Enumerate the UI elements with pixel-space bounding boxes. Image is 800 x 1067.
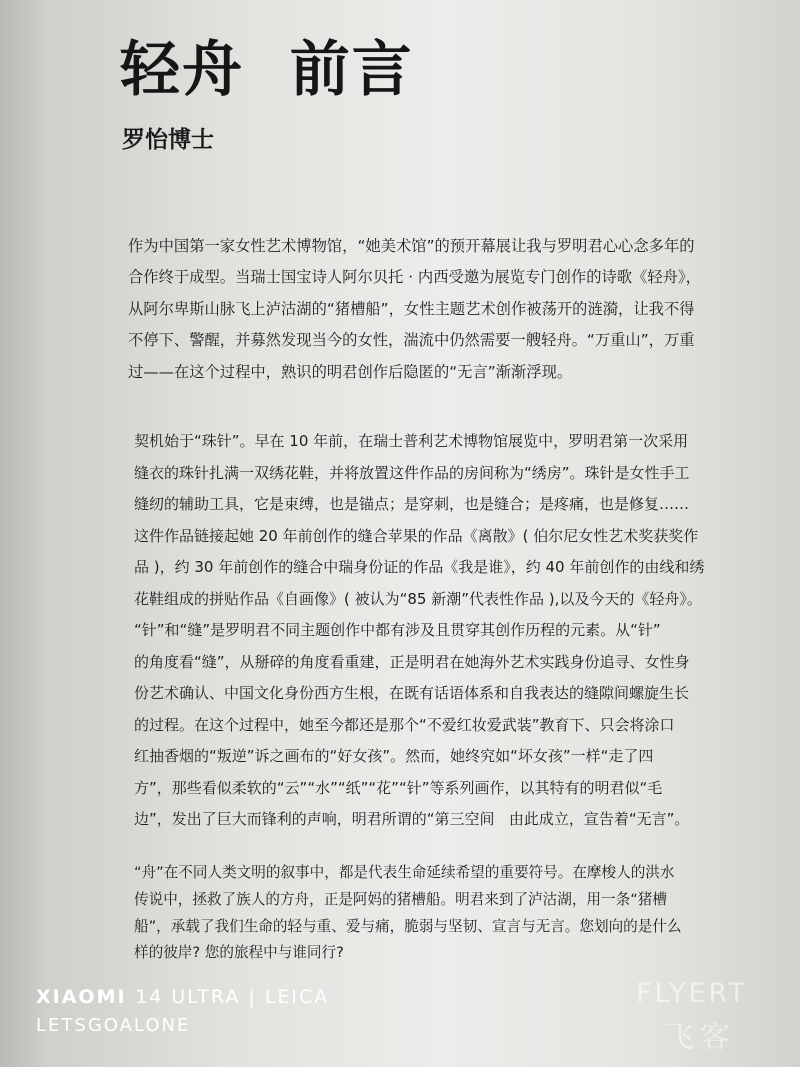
text-line: 缝纫的辅助工具，它是束缚，也是锚点；是穿刺，也是缝合；是疼痛，也是修复…… [134,495,690,513]
text-line: 方”，那些看似柔软的“云”“水”“纸”“花”“针”等系列画作，以其特有的明君似“毛 [134,778,663,797]
camera-watermark [36,986,329,1008]
text-line: 样的彼岸? 您的旅程中与谁同行? [134,944,344,962]
text-line: 份艺术确认、中国文化身份西方生根，在既有话语体系和自我表达的缝隙间螺旋生长 [134,684,690,702]
text-line: 边”，发出了巨大而锋利的声响，明君所谓的“第三空间 由此成立，宣告着“无言”。 [134,810,690,828]
text-line: 品 )，约 30 年前创作的缝合中瑞身份证的作品《我是谁》，约 40 年前创作的由线和绣 [134,558,705,576]
text-line: 这件作品链接起她 20 年前创作的缝合苹果的作品《离散》( 伯尔尼女性艺术奖获奖作 [134,526,699,545]
text-line: 从阿尔卑斯山脉飞上泸沽湖的“猪槽船”，女性主题艺术创作被荡开的涟漪，让我不得 [128,299,695,318]
text-line: 花鞋组成的拼贴作品《自画像》( 被认为“85 新潮”代表性作品 ),以及今天的《轻舟》。 [134,589,702,608]
panel-title: 轻舟 前言 [120,35,414,105]
text-line: 红抽香烟的“叛逆”诉之画布的“好女孩”。然而，她终究如“坏女孩”一样“走了四 [134,747,654,765]
intro-paragraph-3 [134,860,682,967]
site-logo: FLYERT [636,978,748,1009]
intro-paragraph-1 [128,231,701,388]
text-line: 不停下、警醒，并募然发现当今的女性，湍流中仍然需要一艘轻舟。“万重山”，万重 [128,331,695,350]
text-line: “舟”在不同人类文明的叙事中，都是代表生命延续希望的重要符号。在摩梭人的洪水 [134,864,675,881]
text-line: “针”和“缝”是罗明君不同主题创作中都有涉及且贯穿其创作历程的元素。从“针” [134,621,661,639]
text-line: 缝衣的珠针扎满一双绣花鞋，并将放置这件作品的房间称为“绣房”。珠针是女性手工 [134,463,690,482]
text-line: 作为中国第一家女性艺术博物馆，“她美术馆”的预开幕展让我与罗明君心心念多年的 [128,237,695,255]
author-name: 罗怡博士 [122,127,214,153]
text-line: 的角度看“缝”，从掰碎的角度看重建，正是明君在她海外艺术实践身份追寻、女性身 [134,652,690,671]
intro-paragraph-2 [134,426,704,836]
text-line: 的过程。在这个过程中，她至今都还是那个“不爱红妆爱武装”教育下、只会将涂口 [134,715,675,734]
photographer-account: LETSGOALONE [36,1015,191,1036]
site-logo-chinese: 飞客 [664,1020,736,1055]
text-line: 传说中，拯救了族人的方舟，正是阿妈的猪槽船。明君来到了泸沽湖，用一条“猪槽 [134,890,667,908]
text-line: 船”，承载了我们生命的轻与重、爱与痛，脆弱与坚韧、宣言与无言。您划向的是什么 [134,917,682,935]
text-line: 合作终于成型。当瑞士国宝诗人阿尔贝托 · 内西受邀为展览专门创作的诗歌《轻舟》， [128,268,701,287]
camera-model: 14 ULTRA | LEICA [135,986,330,1008]
text-line: 契机始于“珠针”。早在 10 年前，在瑞士普利艺术博物馆展览中，罗明君第一次采用 [134,432,689,450]
text-line: 过——在这个过程中，熟识的明君创作后隐匿的“无言”渐渐浮现。 [128,362,573,381]
camera-brand: XIAOMI [36,986,127,1008]
